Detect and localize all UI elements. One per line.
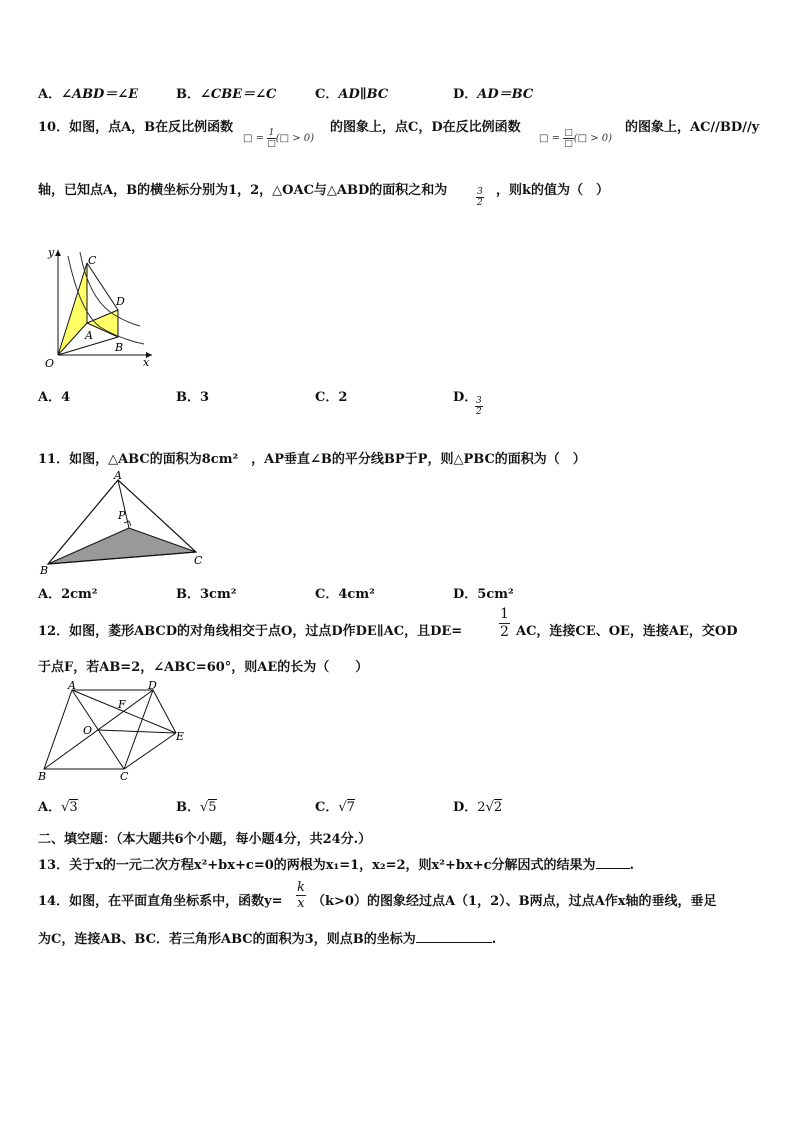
- q12-label-c: C: [120, 770, 129, 783]
- q11-label-p: P: [118, 509, 126, 522]
- q10-option-a: A．4: [38, 390, 71, 405]
- q10-label-y: y: [48, 246, 55, 259]
- q10-text-part1: 10．如图，点A，B在反比例函数: [38, 120, 234, 135]
- q12-label-d: D: [148, 679, 157, 692]
- q10-label-b: B: [115, 341, 124, 354]
- q10-text-part3: 的图象上，AC//BD//y: [625, 120, 760, 135]
- q12-label-e: E: [176, 730, 185, 743]
- q10-function-2: □ = $\frac{□}{□}$ (□ > 0): [539, 128, 613, 149]
- q9-option-c: C．AD∥BC: [315, 87, 389, 102]
- q9-option-a: A．∠ABD＝∠E: [38, 87, 139, 102]
- q11-option-d: D．5cm²: [453, 587, 514, 602]
- q10-fraction-3-2: $\frac{3}{2}$: [477, 187, 483, 208]
- q11-option-a: A．2cm²: [38, 587, 98, 602]
- q10-triangle-oac: [58, 263, 87, 355]
- q13-text: 13．关于x的一元二次方程x²+bx+c=0的两根为x₁=1，x₂=2，则x²+bx+c分解因式的结果为 .: [38, 858, 635, 873]
- q11-figure: [38, 470, 208, 576]
- q14-line2: 为C，连接AB、BC．若三角形ABC的面积为3，则点B的坐标为 .: [38, 932, 497, 947]
- q12-label-o: O: [83, 724, 93, 737]
- q14-fraction-k-x: $\frac{k}{x}$: [297, 880, 305, 911]
- q10-option-c: C．2: [315, 390, 348, 405]
- q12-label-f: F: [118, 698, 126, 711]
- q12-option-d: D．2√2: [453, 800, 503, 815]
- q12-line2: 于点F，若AB=2，∠ABC=60°，则AE的长为（ ）: [38, 660, 369, 675]
- q13-answer-blank[interactable]: [596, 868, 630, 869]
- q9-option-b: B．∠CBE＝∠C: [176, 87, 277, 102]
- q12-figure: [36, 678, 186, 786]
- q10-line2-end: ，则k的值为（ ）: [496, 183, 610, 198]
- q11-label-a: A: [114, 470, 122, 482]
- q10-label-c: C: [88, 254, 97, 267]
- q12-option-c: C．√7: [315, 800, 355, 815]
- q11-text: 11．如图，△ABC的面积为8cm² ，AP垂直∠B的平分线BP于P，则△PBC的面积为（ ）: [38, 452, 586, 467]
- q11-label-b: B: [40, 564, 49, 576]
- q10-text-part2: 的图象上，点C，D在反比例函数: [330, 120, 521, 135]
- q9-option-d: D．AD＝BC: [453, 87, 534, 102]
- q12-label-b: B: [38, 770, 47, 783]
- q12-text-part2: AC，连接CE、OE，连接AE，交OD: [516, 624, 738, 639]
- q10-figure: [40, 240, 160, 372]
- q10-line2: 轴，已知点A，B的横坐标分别为1，2，△OAC与△ABD的面积之和为: [38, 183, 448, 198]
- q14-text-part2: （k>0）的图象经过点A（1，2）、B两点，过点A作x轴的垂线，垂足: [312, 894, 717, 909]
- q10-label-d: D: [116, 295, 125, 308]
- q12-fraction-half: $\frac{1}{2}$: [500, 606, 509, 640]
- q10-label-a: A: [85, 329, 93, 342]
- q12-label-a: A: [68, 679, 76, 692]
- q10-option-d-fraction: $\frac{3}{2}$: [476, 396, 482, 417]
- q10-option-d: D．: [453, 390, 478, 405]
- q14-answer-blank[interactable]: [416, 942, 492, 943]
- q10-label-x: x: [143, 356, 150, 369]
- q12-text-part1: 12．如图，菱形ABCD的对角线相交于点O，过点D作DE∥AC，且DE=: [38, 624, 463, 639]
- q12-option-b: B．√5: [176, 800, 217, 815]
- q12-option-a: A．√3: [38, 800, 78, 815]
- q11-option-b: B．3cm²: [176, 587, 237, 602]
- q14-text-part1: 14．如图，在平面直角坐标系中，函数y=: [38, 894, 283, 909]
- q10-label-o: O: [45, 357, 55, 370]
- section-fill-in-heading: 二、填空题：（本大题共6个小题，每小题4分，共24分.）: [38, 832, 372, 847]
- q11-label-c: C: [194, 554, 203, 567]
- q10-function-1: □ = $\frac{1}{□}$ (□ > 0): [243, 128, 315, 149]
- q11-option-c: C．4cm²: [315, 587, 375, 602]
- q10-option-b: B．3: [176, 390, 210, 405]
